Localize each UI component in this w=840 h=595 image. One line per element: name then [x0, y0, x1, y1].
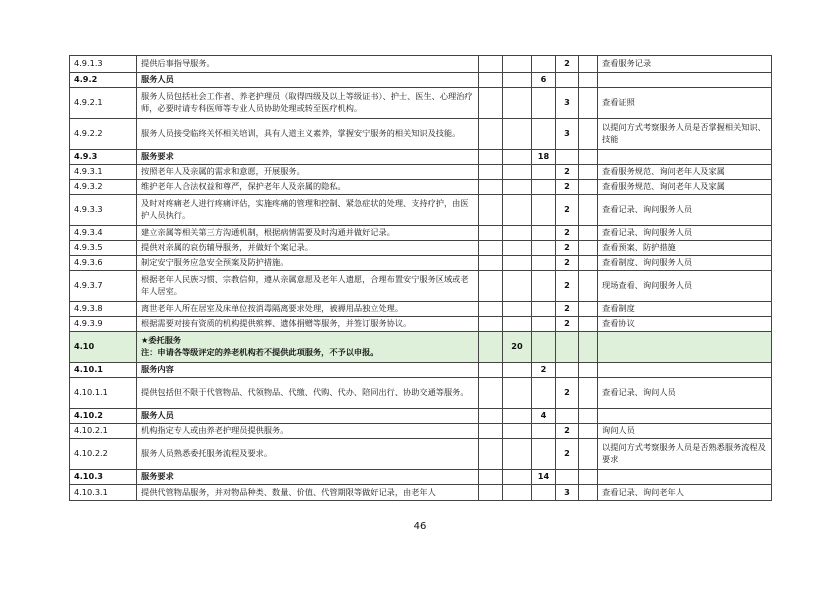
score-level-1: [503, 363, 532, 378]
score-level-2: 18: [532, 150, 556, 165]
clause-number: 4.9.3.6: [70, 256, 137, 271]
blank-cell: [479, 226, 503, 241]
score-level-2: 14: [532, 470, 556, 485]
score-level-1: [503, 317, 532, 332]
blank-cell: [579, 56, 598, 73]
table-row: [70, 226, 772, 241]
clause-number: 4.9.3.7: [70, 271, 137, 302]
score-level-2: [532, 56, 556, 73]
blank-cell: [479, 73, 503, 88]
clause-text: 提供后事指导服务。: [137, 56, 479, 73]
clause-text: 服务人员包括社会工作者、养老护理员（取得四级及以上等级证书）、护士、医生、心理治疗师，必要时请专科医师等专业人员协助处理或转至医疗机构。: [137, 88, 479, 119]
check-method: 查看制度、询问服务人员: [598, 256, 772, 271]
blank-cell: [579, 119, 598, 150]
score-level-1: [503, 271, 532, 302]
blank-cell: [579, 88, 598, 119]
table-row: [70, 302, 772, 317]
section-row: [70, 470, 772, 485]
clause-number: 4.9.3.4: [70, 226, 137, 241]
blank-cell: [579, 256, 598, 271]
clause-text: 维护老年人合法权益和尊严，保护老年人及亲属的隐私。: [137, 180, 479, 195]
section-row: [70, 363, 772, 378]
score-level-2: [532, 332, 556, 363]
score-level-2: [532, 241, 556, 256]
score-level-2: [532, 271, 556, 302]
blank-cell: [579, 180, 598, 195]
table-row: [70, 56, 772, 73]
score-level-3: [556, 409, 579, 424]
score-level-2: [532, 424, 556, 439]
blank-cell: [579, 317, 598, 332]
score-level-3: 2: [556, 195, 579, 226]
score-level-3: 2: [556, 241, 579, 256]
score-level-1: [503, 485, 532, 501]
score-level-1: [503, 56, 532, 73]
clause-text: 服务人员接受临终关怀相关培训，具有人道主义素养，掌握安宁服务的相关知识及技能。: [137, 119, 479, 150]
blank-cell: [579, 195, 598, 226]
table-row: [70, 485, 772, 501]
clause-text: 提供包括但不限于代管物品、代领物品、代缴、代购、代办、陪同出行、协助交通等服务。: [137, 378, 479, 409]
clause-text: 提供对亲属的哀伤辅导服务，并做好个案记录。: [137, 241, 479, 256]
blank-cell: [479, 88, 503, 119]
score-level-2: [532, 119, 556, 150]
blank-cell: [479, 302, 503, 317]
score-level-2: [532, 165, 556, 180]
score-level-3: [556, 73, 579, 88]
score-level-1: [503, 470, 532, 485]
table-row: [70, 241, 772, 256]
blank-cell: [479, 409, 503, 424]
score-level-1: [503, 195, 532, 226]
score-level-2: [532, 226, 556, 241]
clause-number: 4.9.2: [70, 73, 137, 88]
clause-number: 4.9.2.1: [70, 88, 137, 119]
clause-text: 服务人员: [137, 409, 479, 424]
table-row: [70, 439, 772, 470]
score-level-3: 2: [556, 424, 579, 439]
page-number: 46: [413, 521, 427, 532]
blank-cell: [479, 256, 503, 271]
section-title: ★委托服务: [141, 335, 182, 346]
blank-cell: [479, 241, 503, 256]
score-level-1: [503, 180, 532, 195]
clause-text: 根据老年人民族习惯、宗教信仰，遵从亲属意愿及老年人遗愿，合理布置安宁服务区域或老年人居室。: [137, 271, 479, 302]
check-method: [598, 470, 772, 485]
clause-number: 4.9.3.9: [70, 317, 137, 332]
clause-text: 建立亲属等相关第三方沟通机制，根据病情需要及时沟通并做好记录。: [137, 226, 479, 241]
score-level-3: 2: [556, 165, 579, 180]
blank-cell: [479, 332, 503, 363]
score-level-1: [503, 88, 532, 119]
check-method: 以提问方式考察服务人员是否熟悉服务流程及要求: [598, 439, 772, 470]
score-level-2: [532, 378, 556, 409]
clause-number: 4.10.3.1: [70, 485, 137, 501]
clause-number: 4.9.1.3: [70, 56, 137, 73]
table-row: [70, 256, 772, 271]
clause-text: [137, 332, 479, 363]
section-row: [70, 150, 772, 165]
table-row: [70, 378, 772, 409]
clause-number: 4.10.2.1: [70, 424, 137, 439]
check-method: 查看记录、询问老年人: [598, 485, 772, 501]
clause-number: 4.9.3.5: [70, 241, 137, 256]
score-level-3: 2: [556, 56, 579, 73]
check-method: 以提问方式考察服务人员是否掌握相关知识、技能: [598, 119, 772, 150]
check-method: [598, 73, 772, 88]
clause-text: 提供代管物品服务，并对物品种类、数量、价值、代管期限等做好记录，由老年人: [137, 485, 479, 501]
clause-text: 服务要求: [137, 470, 479, 485]
score-level-2: [532, 439, 556, 470]
table-row: [70, 88, 772, 119]
score-level-1: [503, 409, 532, 424]
score-level-3: [556, 363, 579, 378]
blank-cell: [479, 470, 503, 485]
score-level-1: [503, 424, 532, 439]
score-level-2: [532, 317, 556, 332]
major-section-row: [70, 332, 772, 363]
check-method: 查看记录、询问服务人员: [598, 226, 772, 241]
blank-cell: [579, 470, 598, 485]
check-method: 查看制度: [598, 302, 772, 317]
score-level-3: 2: [556, 256, 579, 271]
score-level-2: [532, 180, 556, 195]
score-level-2: [532, 256, 556, 271]
blank-cell: [579, 378, 598, 409]
clause-number: 4.9.2.2: [70, 119, 137, 150]
blank-cell: [479, 439, 503, 470]
table-row: [70, 195, 772, 226]
clause-number: 4.10.1: [70, 363, 137, 378]
score-level-1: [503, 165, 532, 180]
blank-cell: [579, 302, 598, 317]
score-level-2: 2: [532, 363, 556, 378]
blank-cell: [479, 119, 503, 150]
blank-cell: [579, 150, 598, 165]
blank-cell: [579, 485, 598, 501]
clause-number: 4.10.2: [70, 409, 137, 424]
blank-cell: [479, 363, 503, 378]
score-level-2: 6: [532, 73, 556, 88]
clause-text: 服务人员熟悉委托服务流程及要求。: [137, 439, 479, 470]
check-method: 查看证照: [598, 88, 772, 119]
blank-cell: [579, 271, 598, 302]
blank-cell: [479, 424, 503, 439]
score-level-1: [503, 256, 532, 271]
score-level-3: [556, 150, 579, 165]
score-level-1: [503, 241, 532, 256]
score-level-3: 2: [556, 180, 579, 195]
clause-text: 机构指定专人或由养老护理员提供服务。: [137, 424, 479, 439]
score-level-1: [503, 226, 532, 241]
blank-cell: [479, 317, 503, 332]
blank-cell: [479, 180, 503, 195]
check-method: 询问人员: [598, 424, 772, 439]
section-row: [70, 409, 772, 424]
blank-cell: [579, 409, 598, 424]
clause-number: 4.9.3.2: [70, 180, 137, 195]
score-level-1: [503, 119, 532, 150]
check-method: [598, 332, 772, 363]
clause-number: 4.9.3.1: [70, 165, 137, 180]
table-row: [70, 165, 772, 180]
check-method: [598, 150, 772, 165]
clause-number: 4.10.2.2: [70, 439, 137, 470]
blank-cell: [479, 56, 503, 73]
score-level-3: 2: [556, 271, 579, 302]
check-method: 查看协议: [598, 317, 772, 332]
blank-cell: [579, 241, 598, 256]
blank-cell: [579, 165, 598, 180]
score-level-3: 2: [556, 302, 579, 317]
blank-cell: [579, 439, 598, 470]
clause-text: 根据需要对接有资质的机构提供殡葬、遗体捐赠等服务，并签订服务协议。: [137, 317, 479, 332]
blank-cell: [479, 485, 503, 501]
blank-cell: [579, 363, 598, 378]
clause-text: 服务人员: [137, 73, 479, 88]
score-level-2: [532, 195, 556, 226]
clause-number: 4.9.3.8: [70, 302, 137, 317]
score-level-3: 3: [556, 485, 579, 501]
section-row: [70, 73, 772, 88]
check-method: 查看服务规范、询问老年人及家属: [598, 165, 772, 180]
score-level-2: 4: [532, 409, 556, 424]
score-level-2: [532, 485, 556, 501]
score-level-1: [503, 150, 532, 165]
table-body: [70, 56, 772, 501]
check-method: 查看记录、询问服务人员: [598, 195, 772, 226]
score-level-3: [556, 470, 579, 485]
score-level-3: 2: [556, 317, 579, 332]
clause-text: 制定安宁服务应急安全预案及防护措施。: [137, 256, 479, 271]
clause-number: 4.9.3: [70, 150, 137, 165]
score-level-3: 2: [556, 226, 579, 241]
blank-cell: [479, 271, 503, 302]
score-level-2: [532, 302, 556, 317]
check-method: 查看预案、防护措施: [598, 241, 772, 256]
table-row: [70, 119, 772, 150]
table-row: [70, 317, 772, 332]
table-row: [70, 271, 772, 302]
clause-text: 按照老年人及亲属的需求和意愿，开展服务。: [137, 165, 479, 180]
score-level-1: [503, 302, 532, 317]
score-level-1: [503, 439, 532, 470]
section-note: 注：申请各等级评定的养老机构若不提供此项服务，不予以申报。: [141, 347, 379, 357]
check-method: 查看记录、询问人员: [598, 378, 772, 409]
score-level-3: 2: [556, 439, 579, 470]
blank-cell: [579, 332, 598, 363]
clause-number: 4.10.3: [70, 470, 137, 485]
blank-cell: [579, 226, 598, 241]
score-level-2: [532, 88, 556, 119]
blank-cell: [479, 165, 503, 180]
blank-cell: [579, 424, 598, 439]
check-method: 查看服务记录: [598, 56, 772, 73]
check-method: 现场查看、询问服务人员: [598, 271, 772, 302]
blank-cell: [579, 73, 598, 88]
clause-text: 及时对疼痛老人进行疼痛评估，实施疼痛的管理和控制、紧急症状的处理、支持疗护，由医护人员执行。: [137, 195, 479, 226]
clause-text: 服务内容: [137, 363, 479, 378]
clause-text: 服务要求: [137, 150, 479, 165]
clause-number: 4.10: [70, 332, 137, 363]
check-method: 查看服务规范、询问老年人及家属: [598, 180, 772, 195]
blank-cell: [479, 150, 503, 165]
blank-cell: [479, 195, 503, 226]
score-level-3: 3: [556, 88, 579, 119]
score-level-3: [556, 332, 579, 363]
table-row: [70, 424, 772, 439]
blank-cell: [479, 378, 503, 409]
clause-number: 4.9.3.3: [70, 195, 137, 226]
check-method: [598, 409, 772, 424]
standard-table: [69, 55, 772, 501]
clause-number: 4.10.1.1: [70, 378, 137, 409]
check-method: [598, 363, 772, 378]
score-level-1: 20: [503, 332, 532, 363]
score-level-3: 2: [556, 378, 579, 409]
score-level-1: [503, 73, 532, 88]
table-row: [70, 180, 772, 195]
score-level-3: 3: [556, 119, 579, 150]
score-level-1: [503, 378, 532, 409]
clause-text: 离世老年人所在居室及床单位按消毒隔离要求处理，被褥用品独立处理。: [137, 302, 479, 317]
